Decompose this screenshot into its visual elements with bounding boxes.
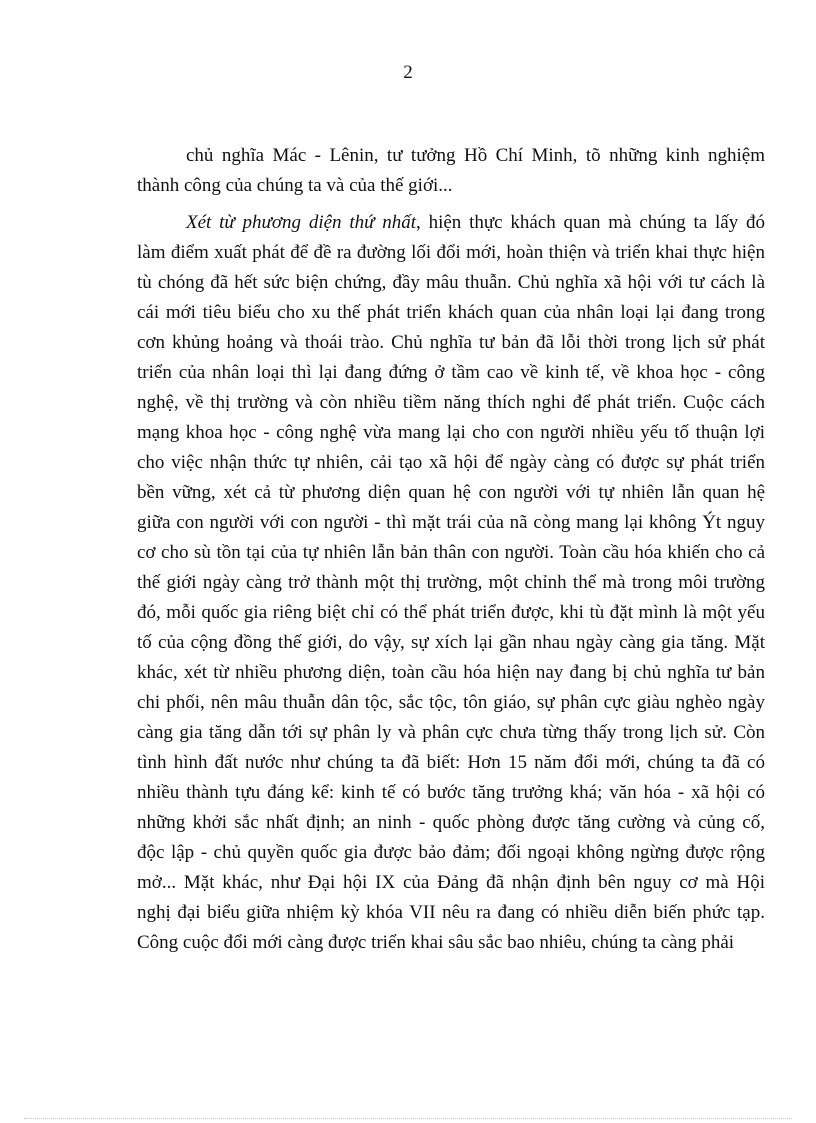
- text-line: nghị đại biểu giữa nhiệm kỳ khóa VII nêu ra đang có nhiều diễn biến phức tạp.: [137, 902, 765, 923]
- text-line: triển của nhân loại thì lại đang đứng ở tầm cao về kinh tế, về khoa học - công: [137, 362, 765, 383]
- text-line: thành công của chúng ta và của thế giới...: [137, 175, 453, 196]
- text-line: càng gia tăng dẫn tới sự phân ly và phân cực chưa từng thấy trong lịch sử. Còn: [137, 722, 765, 743]
- page-bottom-divider: [24, 1118, 792, 1119]
- italic-lead: Xét từ phương diện thứ nhất: [186, 212, 417, 233]
- text-line: cái mới tiêu biểu cho xu thế phát triển khách quan của nhân loại lại đang trong: [137, 302, 765, 323]
- text-line: [186, 208, 765, 238]
- text-line: nghệ, về thị trường và còn nhiều tiềm năng thích nghi để phát triển. Cuộc cách: [137, 392, 765, 413]
- text-line: giữa con người với con người - thì mặt trái của nã còng mang lại không Ýt nguy: [137, 512, 765, 533]
- text-line: cơn khủng hoảng và thoái trào. Chủ nghĩa tư bản đã lỗi thời trong lịch sử phát: [137, 332, 765, 353]
- text-line: những khởi sắc nhất định; an ninh - quốc phòng được tăng cường và củng cố,: [137, 812, 765, 833]
- text-line: Công cuộc đổi mới càng được triển khai sâu sắc bao nhiêu, chúng ta càng phải: [137, 932, 735, 953]
- text-line: tù chóng đã hết sức biện chứng, đầy mâu thuẫn. Chủ nghĩa xã hội với tư cách là: [137, 272, 765, 293]
- text-line: làm điểm xuất phát để đề ra đường lối đổi mới, hoàn thiện và triển khai thực hiện: [137, 242, 765, 263]
- text-line: chi phối, nên mâu thuẫn dân tộc, sắc tộc, tôn giáo, sự phân cực giàu nghèo ngày: [137, 692, 765, 713]
- text-line: cho việc nhận thức tự nhiên, cải tạo xã hội để ngày càng có được sự phát triển: [137, 452, 765, 473]
- text-line: tình hình đất nước như chúng ta đã biết: Hơn 15 năm đổi mới, chúng ta đã có: [137, 752, 765, 773]
- text-line: bền vững, xét cả từ phương diện quan hệ con người với tự nhiên lẫn quan hệ: [137, 482, 765, 503]
- text-line: cơ cho sù tồn tại của tự nhiên lẫn bản thân con người. Toàn cầu hóa khiến cho cả: [137, 542, 765, 563]
- text-line: nhiều thành tựu đáng kể: kinh tế có bước tăng trưởng khá; văn hóa - xã hội có: [137, 782, 765, 803]
- text-line: khác, xét từ nhiều phương diện, toàn cầu hóa hiện nay đang bị chủ nghĩa tư bản: [137, 662, 765, 683]
- text-line: mở... Mặt khác, như Đại hội IX của Đảng đã nhận định bên nguy cơ mà Hội: [137, 872, 765, 893]
- lead-rest: , hiện thực khách quan mà chúng ta lấy đó: [416, 212, 765, 233]
- text-line: chủ nghĩa Mác - Lênin, tư tưởng Hồ Chí Minh, tõ những kinh nghiệm: [186, 145, 765, 166]
- text-line: tố của cộng đồng thế giới, do vậy, sự xích lại gần nhau ngày càng gia tăng. Mặt: [137, 632, 765, 653]
- text-line: đó, mỗi quốc gia riêng biệt chỉ có thể phát triển được, khi tù đặt mình là một yếu: [137, 602, 765, 623]
- text-line: mạng khoa học - công nghệ vừa mang lại cho con người nhiều yếu tố thuận lợi: [137, 422, 765, 443]
- text-line: độc lập - chủ quyền quốc gia được bảo đảm; đối ngoại không ngừng được rộng: [137, 842, 765, 863]
- text-line: thế giới ngày càng trở thành một thị trường, một chỉnh thể mà trong môi trường: [137, 572, 765, 593]
- page-number: 2: [403, 62, 413, 83]
